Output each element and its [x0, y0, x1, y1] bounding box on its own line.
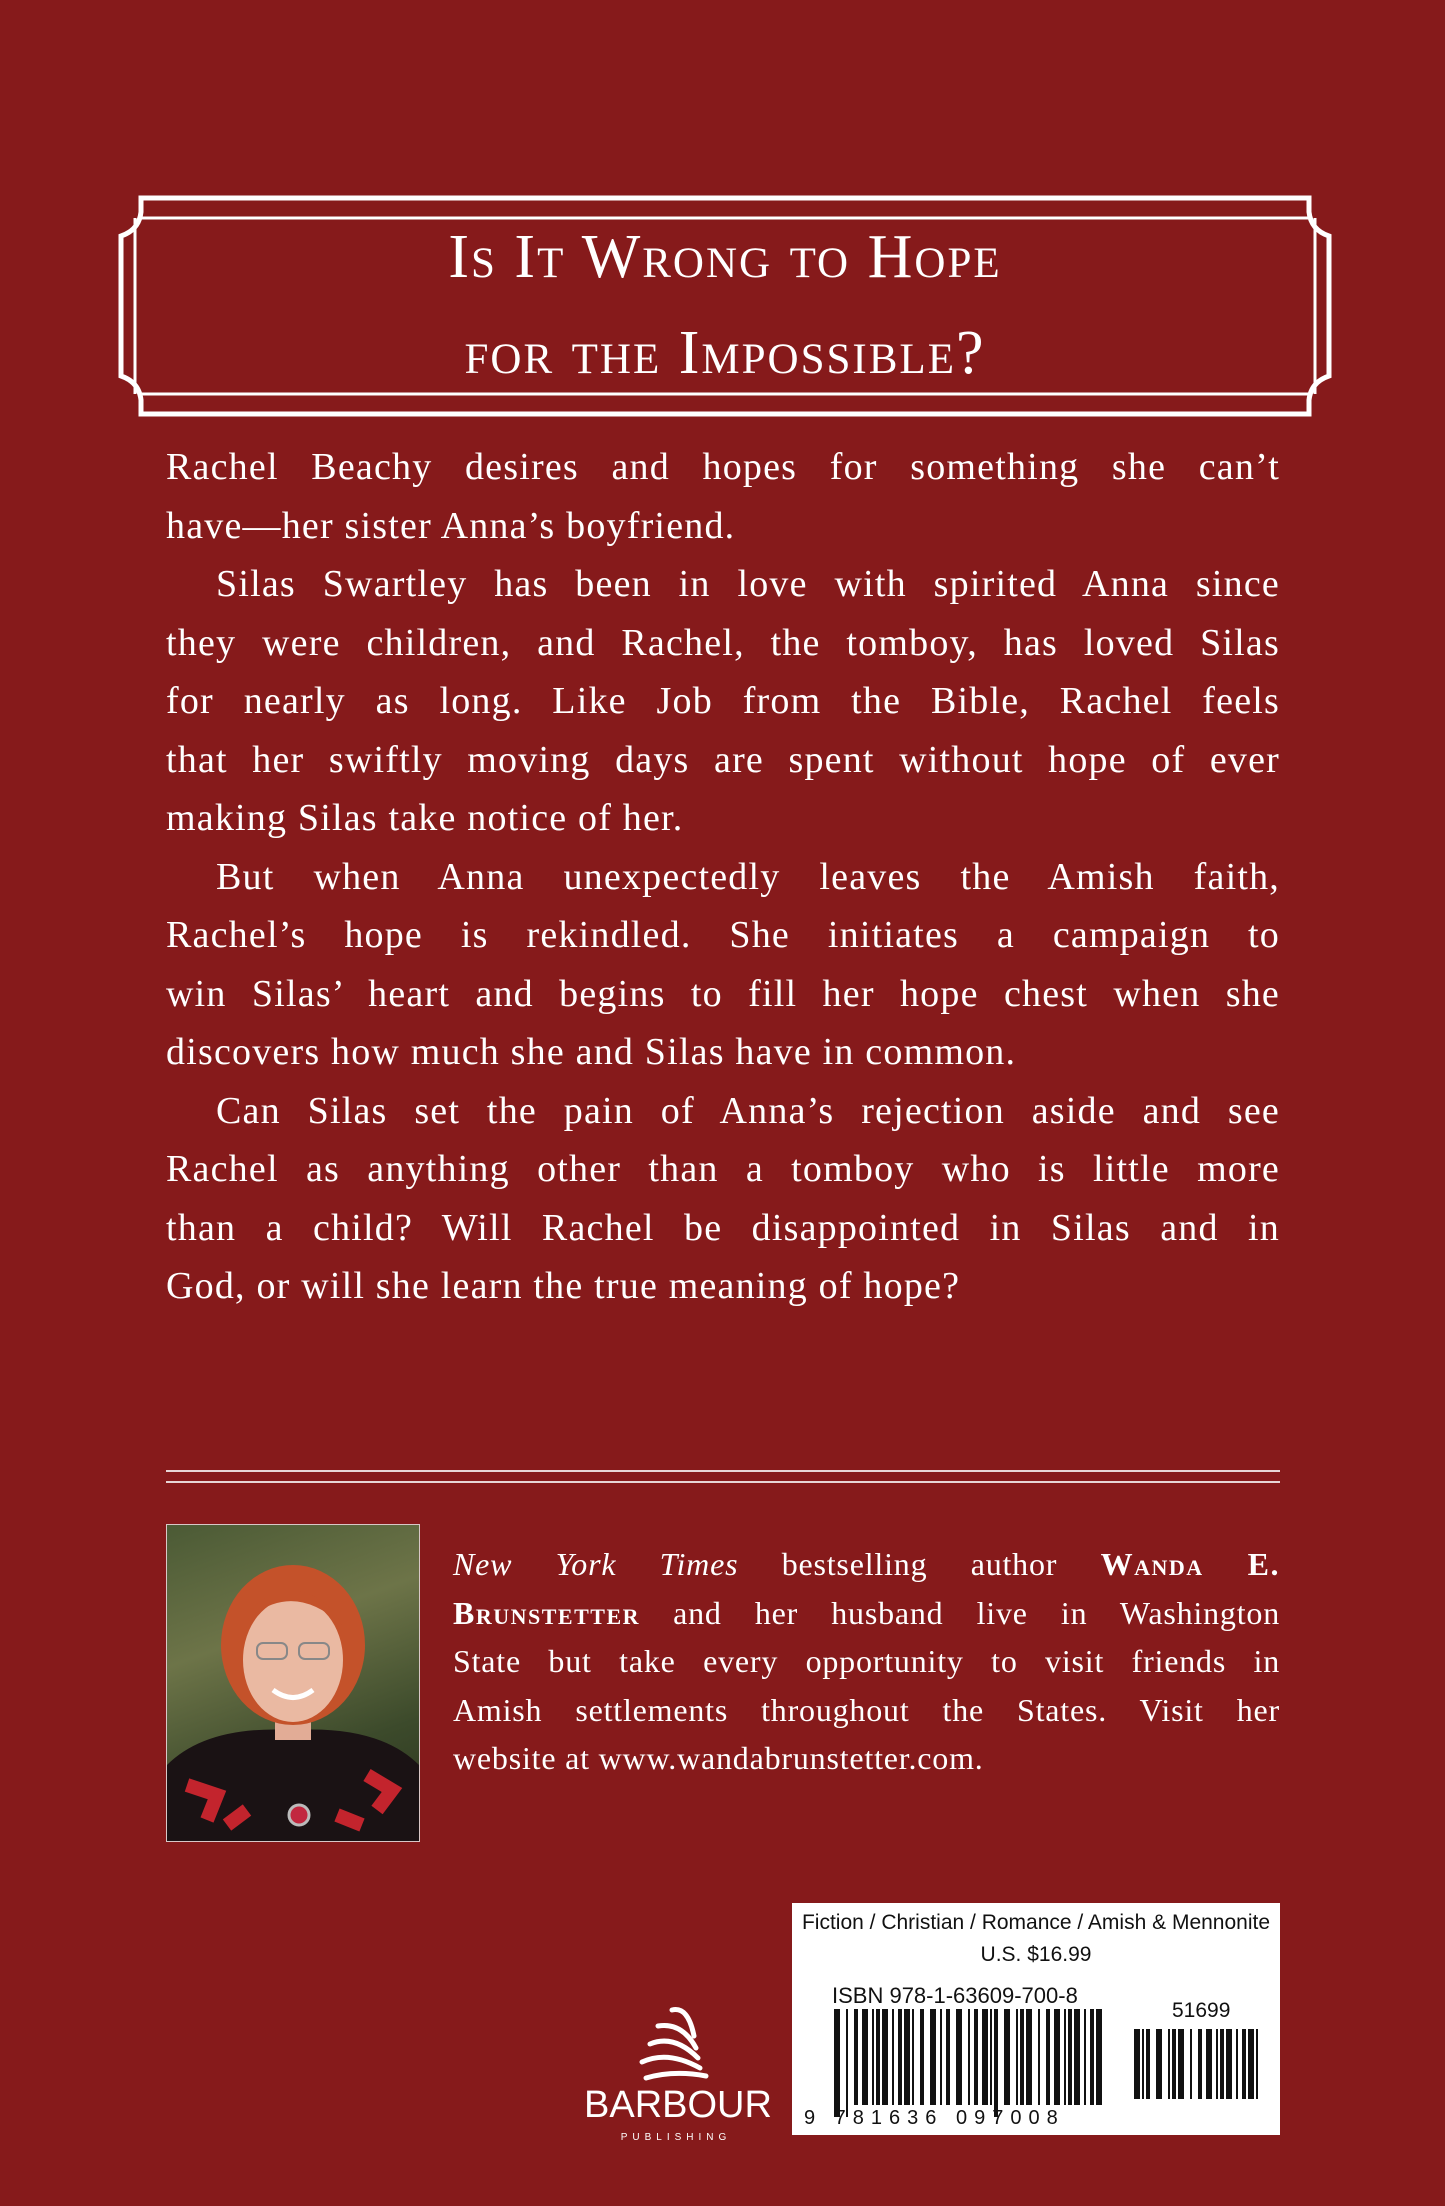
barcode-bar: [892, 2009, 894, 2105]
barcode-bar: [882, 2009, 888, 2105]
barcode-bar: [1242, 2029, 1246, 2099]
publication-name: New York Times: [453, 1546, 739, 1582]
publisher-subtitle: PUBLISHING: [620, 2132, 732, 2143]
description-line: God, or will she learn the true meaning of hope?: [166, 1265, 961, 1307]
description-line: Can Silas set the pain of Anna’s rejection aside and see: [216, 1089, 1280, 1132]
barcode-digits: 9 781636 097008: [804, 2107, 1065, 2129]
barcode-bar: [1038, 2009, 1040, 2105]
barcode-bar: [1046, 2009, 1050, 2105]
author-name-first: Wanda E.: [1100, 1546, 1281, 1582]
description-line: win Silas’ heart and begins to fill her hope chest when she: [166, 972, 1280, 1015]
description-line: than a child? Will Rachel be disappointed in Silas and in: [166, 1206, 1280, 1249]
description-line: discovers how much she and Silas have in common.: [166, 1031, 1017, 1073]
barcode-bar: [876, 2009, 880, 2105]
barcode-bar: [1134, 2029, 1140, 2099]
headline-line-1: Is It Wrong to Hope: [448, 223, 1002, 291]
barcode-bar: [940, 2009, 942, 2105]
genre-category: Fiction / Christian / Romance / Amish & Mennonite: [801, 1911, 1271, 1934]
description-line: making Silas take notice of her.: [166, 797, 684, 839]
divider-rule: [166, 1470, 1280, 1472]
price: U.S. $16.99: [980, 1943, 1092, 1966]
isbn: ISBN 978-1-63609-700-8: [832, 1983, 1078, 2008]
bio-text: State but take every opportunity to visit friends in: [453, 1643, 1280, 1679]
author-bio: [453, 1540, 1280, 1783]
barcode-bar: [904, 2009, 910, 2105]
barcode-bar: [1026, 2009, 1032, 2105]
description-line: Rachel Beachy desires and hopes for something she can’t: [166, 446, 1280, 488]
barcode-bar: [1084, 2009, 1086, 2105]
barcode-bar: [1190, 2029, 1192, 2099]
barcode-bar: [846, 2009, 848, 2117]
barcode-bar: [1206, 2029, 1212, 2099]
bio-text: bestselling author: [738, 1546, 1101, 1582]
barcode-bar: [1236, 2029, 1238, 2099]
description-line: have—her sister Anna’s boyfriend.: [166, 504, 736, 547]
barcode-bar: [982, 2009, 988, 2105]
author-photo: [166, 1524, 420, 1842]
divider-rule: [166, 1481, 1280, 1483]
barcode-bar: [1248, 2029, 1254, 2099]
author-name-last: Brunstetter: [453, 1594, 640, 1631]
description-line: But when Anna unexpectedly leaves the Amish faith,: [216, 855, 1280, 898]
price-addon-code: 51699: [1172, 1999, 1231, 2022]
barcode-bar: [1068, 2009, 1072, 2105]
description-line: for nearly as long. Like Job from the Bible, Rachel feels: [166, 680, 1280, 722]
barcode-bar: [1220, 2029, 1224, 2099]
barcode-bar: [1020, 2009, 1024, 2105]
barcode-bar: [1178, 2029, 1184, 2099]
headline-line-2: for the Impossible?: [464, 319, 986, 387]
barcode-bar: [1198, 2029, 1202, 2099]
barcode-label: [792, 1903, 1280, 2135]
barcode-bar: [1054, 2009, 1060, 2105]
barcode-bar: [1146, 2029, 1150, 2099]
barcode-bar: [1172, 2029, 1176, 2099]
barcode-bar: [1216, 2029, 1218, 2099]
barcode-bar: [1004, 2009, 1010, 2105]
description-line: Silas Swartley has been in love with spirited Anna since: [216, 563, 1280, 605]
barcode-bar: [1142, 2029, 1144, 2099]
barcode-bar: [968, 2009, 970, 2105]
barcode-bar: [1226, 2029, 1232, 2099]
barcode-bar: [1064, 2009, 1066, 2105]
barcode-bar: [1256, 2029, 1258, 2099]
publisher-name: BARBOUR: [584, 2084, 772, 2126]
description-line: Rachel as anything other than a tomboy who is little more: [166, 1148, 1280, 1190]
bio-text: website at www.wandabrunstetter.com.: [453, 1740, 984, 1776]
barcode-bar: [1096, 2009, 1102, 2105]
barcode-bar: [920, 2009, 924, 2105]
barcode-bar: [930, 2009, 936, 2105]
book-pages-icon: [584, 1996, 768, 2086]
barcode-bar: [1016, 2009, 1018, 2105]
barcode-bar: [872, 2009, 874, 2105]
barcode-bar: [990, 2009, 992, 2105]
barcode-bar: [956, 2009, 962, 2105]
description-line: Rachel’s hope is rekindled. She initiates a campaign to: [166, 914, 1280, 956]
publisher-logo: [584, 1996, 772, 2146]
barcode-bar: [974, 2009, 978, 2105]
description-line: they were children, and Rachel, the tomboy, has loved Silas: [166, 621, 1280, 664]
barcode-bar: [834, 2009, 840, 2117]
isbn-barcode: [832, 2009, 1102, 2119]
barcode-bar: [994, 2009, 998, 2117]
book-description: [166, 438, 1280, 1316]
barcode-bar: [1074, 2009, 1080, 2105]
bio-text: and her husband live in Washington: [640, 1594, 1280, 1631]
bio-text: Amish settlements throughout the States. Visit her: [453, 1691, 1280, 1728]
addon-barcode: [1132, 2029, 1262, 2114]
barcode-bar: [898, 2009, 902, 2105]
barcode-bar: [1156, 2029, 1162, 2099]
barcode-bar: [912, 2009, 914, 2105]
barcode-bar: [854, 2009, 858, 2105]
barcode-bar: [862, 2009, 868, 2105]
barcode-bar: [1168, 2029, 1170, 2099]
barcode-bar: [1090, 2009, 1094, 2105]
barcode-bar: [946, 2009, 950, 2105]
description-line: that her swiftly moving days are spent without hope of ever: [166, 738, 1280, 781]
